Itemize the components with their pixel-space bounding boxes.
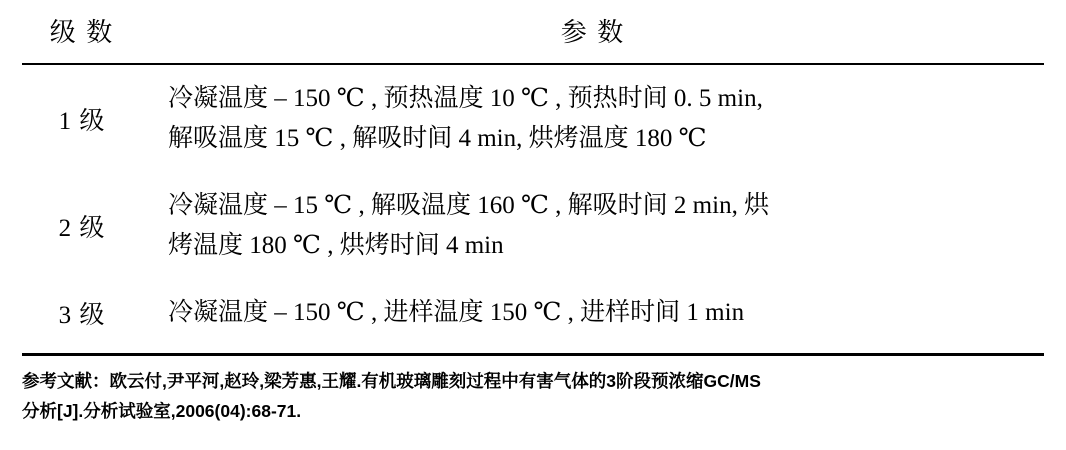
- table-header-row: [22, 0, 1044, 64]
- cell-level: 3 级: [58, 301, 106, 329]
- param-line: 烤温度 180 ℃ , 烘烤时间 4 min: [168, 231, 504, 259]
- param-line: 冷凝温度 – 150 ℃ , 进样温度 150 ℃ , 进样时间 1 min: [168, 299, 745, 326]
- reference-line: 参考文献：欧云付,尹平河,赵玲,梁芳惠,王耀.有机玻璃雕刻过程中有害气体的3阶段预浓缩GC/MS: [22, 370, 761, 391]
- column-header-param: 参 数: [142, 0, 1044, 64]
- cell-param: [142, 64, 1044, 172]
- cell-param: [142, 279, 1044, 347]
- param-line: 解吸温度 15 ℃ , 解吸时间 4 min, 烘烤温度 180 ℃: [168, 124, 707, 152]
- parameters-table: [22, 0, 1044, 347]
- param-line: 冷凝温度 – 15 ℃ , 解吸温度 160 ℃ , 解吸时间 2 min, 烘: [168, 192, 770, 219]
- table-row: [22, 172, 1044, 279]
- table-row: [22, 64, 1044, 172]
- cell-level: 1 级: [58, 107, 106, 135]
- table-row: [22, 279, 1044, 347]
- reference-block: [22, 356, 1044, 427]
- reference-line: 分析[J].分析试验室,2006(04):68-71.: [22, 401, 302, 422]
- table-header: [22, 0, 1044, 64]
- cell-level: 2 级: [58, 214, 106, 242]
- param-line: 冷凝温度 – 150 ℃ , 预热温度 10 ℃ , 预热时间 0. 5 min,: [168, 85, 763, 112]
- cell-param: [142, 172, 1044, 279]
- table-body: [22, 64, 1044, 347]
- column-header-level: 级 数: [22, 0, 142, 64]
